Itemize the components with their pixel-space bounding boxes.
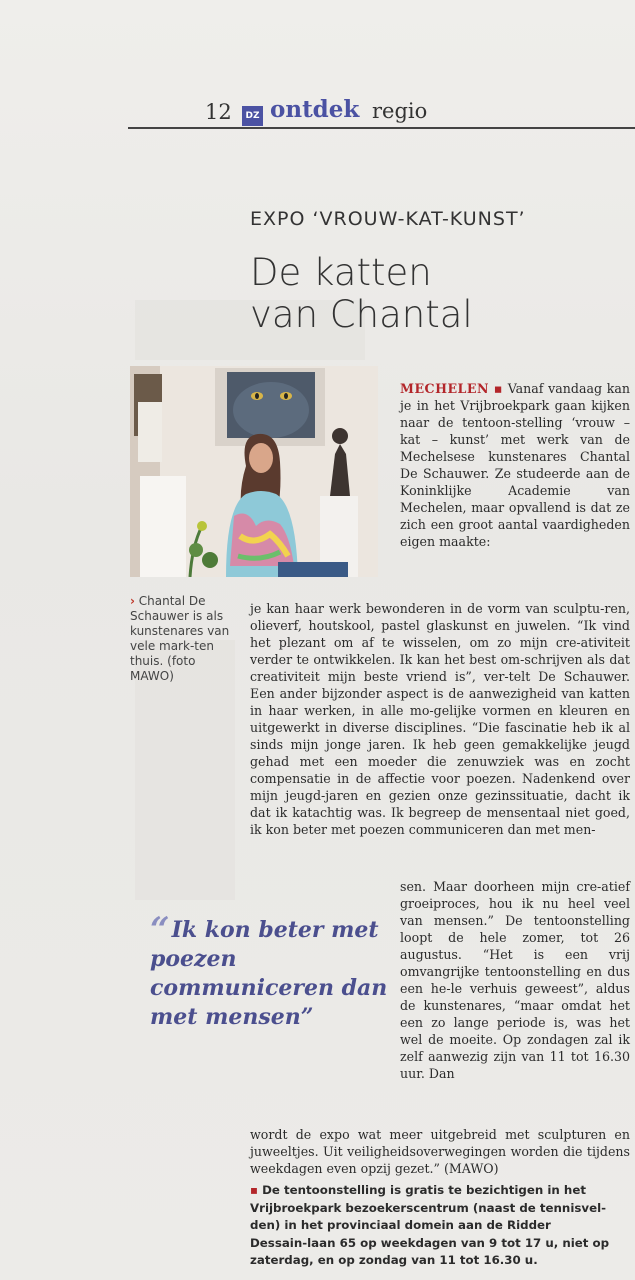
open-quote-icon: “ — [150, 910, 170, 950]
body-paragraph: sen. Maar doorheen mijn cre-atief groeiproces, hou ik nu heel veel van mensen.” De tentoonstelling loopt de hele zomer, tot 26 augustus. “Het is een vrij omvangrijke tentoonstelling en dus een he-le verhuis geweest”, aldus de kunstenares, “maar omdat het een zo lange periode is, was het wel de moeite. Op zondagen zal ik zelf aanwezig zijn van 11 tot 16.30 uur. Dan — [400, 879, 630, 1081]
article-column-end — [250, 1126, 630, 1177]
article-photo — [130, 366, 378, 577]
dateline: MECHELEN — [400, 381, 490, 396]
caption-text: Chantal De Schauwer is als kunstenares van vele mark-ten thuis. (foto MAWO) — [130, 594, 230, 683]
body-paragraph: wordt de expo wat meer uitgebreid met sculpturen en juweeltjes. Uit veiligheidsoverwegingen worden die tijdens weekdagen even opzij gezet.” (MAWO) — [250, 1127, 630, 1176]
page-number: 12 — [205, 100, 232, 124]
subsection-name: regio — [372, 99, 428, 123]
photo-illustration — [130, 366, 378, 577]
bullet-square-icon: ▪ — [493, 381, 503, 396]
body-paragraph: Vanaf vandaag kan je in het Vrijbroekpark gaan kijken naar de tentoon-stelling ‘vrouw – kat – kunst’ met werk van de Mechelsese kunstenares Chantal De Schauwer. Ze studeerde aan de Koninklijke Academie van Mechelen, maar opvallend is dat ze zich een groot aantal vaardigheden eigen maakte: — [400, 381, 630, 549]
bullet-square-icon: ▪ — [250, 1183, 258, 1197]
title-line: De katten — [250, 251, 432, 294]
header-rule — [128, 127, 635, 129]
article-column-right — [400, 380, 630, 550]
photo-caption — [130, 594, 230, 684]
dz-logo: DZ — [242, 106, 263, 126]
pull-quote-text: Ik kon beter met poezen communiceren dan met mensen” — [150, 917, 388, 1030]
pull-quote — [150, 910, 390, 1032]
article-column-narrow — [400, 878, 630, 1082]
article-kicker: EXPO ‘VROUW-KAT-KUNST’ — [250, 208, 526, 230]
info-text: De tentoonstelling is gratis te bezichtigen in het Vrijbroekpark bezoekerscentrum (naast de tennisvel-den) in het provinciaal domein aan de Ridder Dessain-laan 65 op weekdagen van 9 tot 17 u, niet op zaterdag, en op zondag van 11 tot 16.30 u. — [250, 1183, 610, 1267]
article-column-wide — [250, 600, 630, 838]
article-title — [250, 252, 550, 336]
body-paragraph: je kan haar werk bewonderen in de vorm van sculptu-ren, olieverf, houtskool, pastel glaskunst en juwelen. “Ik vind het plezant om af te wisselen, om zo mijn cre-ativiteit verder te ontwikkelen. Ik kan het best om-schrijven als dat creativiteit mijn beste vriend is”, ver-telt De Schauwer. Een ander bijzonder aspect is de aanwezigheid van katten in haar werken, in alle mo-gelijke vormen en kleuren en uitgewerkt in diverse disciplines. “Die fascinatie heb ik al sinds mijn jonge jaren. Ik heb geen gemakkelijke jeugd gehad met een moeder die zenuwziek was en zocht compensatie in de affectie voor poezen. Nadenkend over mijn jeugd-jaren en gezien onze gezinssituatie, dacht ik dat ik katachtig was. Ik begreep de mensentaal niet goed, ik kon beter met poezen communiceren dan met men- — [250, 601, 630, 837]
title-line: van Chantal — [250, 293, 473, 336]
info-box — [250, 1182, 610, 1270]
section-name: ontdek — [270, 96, 360, 123]
caption-arrow-icon: › — [130, 594, 135, 608]
